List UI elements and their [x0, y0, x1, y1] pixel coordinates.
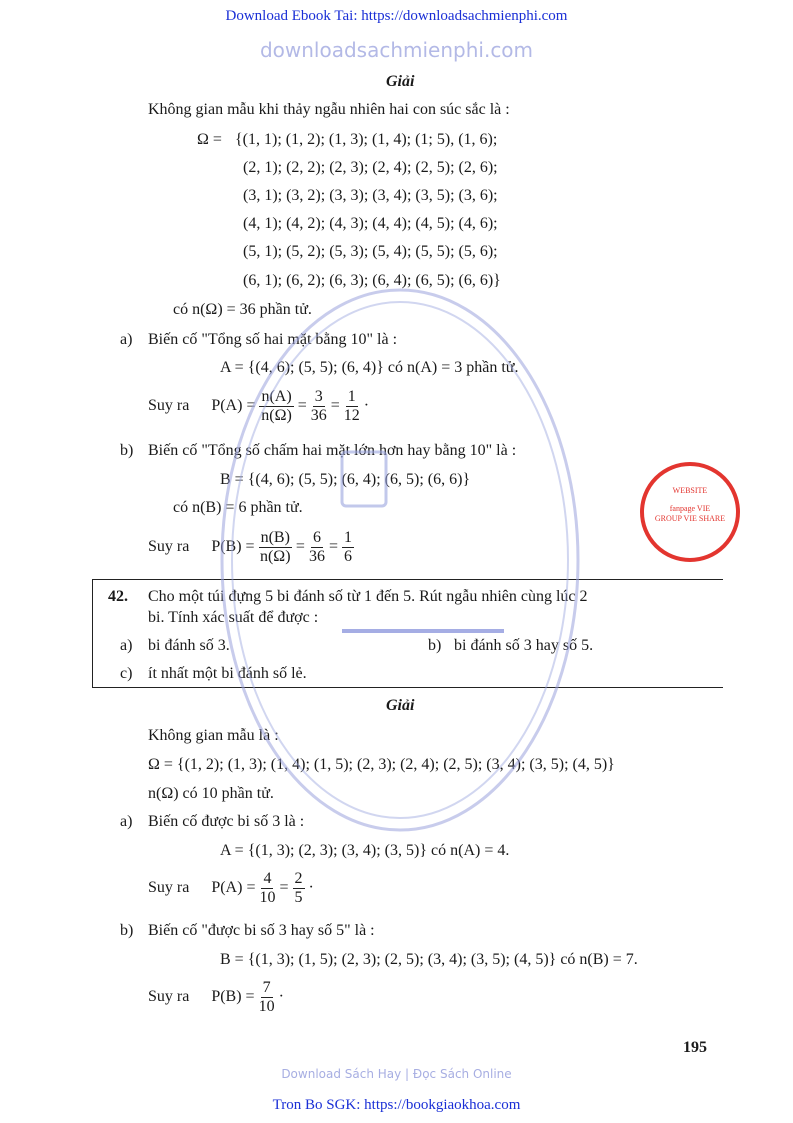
- probability-b: Suy ra P(B) = $\frac{n(B)}{n(\Omega)}$ = $\frac{6}{36}$ = $\frac{1}{6}$: [148, 528, 352, 565]
- sample-space-intro: Không gian mẫu khi thảy ngẫu nhiên hai con súc sắc là :: [148, 101, 510, 118]
- omega-row: {(1, 1); (1, 2); (1, 3); (1, 4); (1; 5), (1, 6);: [235, 131, 498, 148]
- header-download-link[interactable]: Download Ebook Tai: https://downloadsachmienphi.com: [225, 8, 568, 24]
- set-a: A = {(4, 6); (5, 5); (6, 4)} có n(A) = 3 phần tử.: [220, 359, 519, 376]
- fraction: $\frac{3}{36}$: [310, 387, 327, 424]
- set-b: B = {(4, 6); (5, 5); (6, 4); (6, 5); (6, 6)}: [220, 471, 471, 488]
- option-a-label: a): [120, 637, 133, 654]
- fraction: $\frac{n(B)}{n(\Omega)}$: [259, 528, 291, 565]
- suy-ra: Suy ra: [148, 538, 190, 555]
- omega-row: (5, 1); (5, 2); (5, 3); (5, 4); (5, 5); (5, 6);: [243, 243, 498, 260]
- set-a: A = {(1, 3); (2, 3); (3, 4); (3, 5)} có n(A) = 4.: [220, 842, 510, 859]
- suy-ra: Suy ra: [148, 988, 190, 1005]
- suy-ra: Suy ra: [148, 397, 190, 414]
- fraction: $\frac{n(A)}{n(\Omega)}$: [261, 387, 292, 424]
- p-label: P(B) =: [211, 538, 255, 555]
- omega-row: (6, 1); (6, 2); (6, 3); (6, 4); (6, 5); (6, 6)}: [243, 272, 501, 289]
- footer-link[interactable]: Tron Bo SGK: https://bookgiaokhoa.com: [272, 1097, 521, 1113]
- set-b: B = {(1, 3); (1, 5); (2, 3); (2, 5); (3, 4); (3, 5); (4, 5)} có n(B) = 7.: [220, 951, 638, 968]
- omega-set: Ω = {(1, 2); (1, 3); (1, 4); (1, 5); (2, 3); (2, 4); (2, 5); (3, 4); (3, 5); (4, 5)}: [148, 756, 615, 773]
- option-b-label: b): [428, 637, 442, 654]
- p-label: P(A) =: [211, 879, 256, 896]
- watermark-subtext: Download Sách Hay | Đọc Sách Online: [281, 1067, 512, 1081]
- item-a-text: Biến cố "Tổng số hai mặt bằng 10" là :: [148, 331, 398, 348]
- omega-count: có n(Ω) = 36 phần tử.: [173, 301, 312, 318]
- page-number: 195: [683, 1039, 707, 1056]
- option-b-text: bi đánh số 3 hay số 5.: [454, 637, 594, 654]
- solution-heading: Giải: [386, 697, 415, 714]
- probability-b: Suy ra P(B) = $\frac{7}{10}$ ·: [148, 978, 284, 1015]
- omega-row: (4, 1); (4, 2); (4, 3); (4, 4); (4, 5); (4, 6);: [243, 215, 498, 232]
- item-a-label: a): [120, 331, 133, 348]
- problem-number: 42.: [108, 588, 128, 605]
- p-label: P(B) =: [211, 988, 255, 1005]
- item-b-text: Biến cố "Tổng số chấm hai mặt lớn hơn hay bằng 10" là :: [148, 442, 517, 459]
- sample-space-intro: Không gian mẫu là :: [148, 727, 279, 744]
- omega-row: (3, 1); (3, 2); (3, 3); (3, 4); (3, 5); (3, 6);: [243, 187, 498, 204]
- item-a-label: a): [120, 813, 133, 830]
- item-b-text: Biến cố "được bi số 3 hay số 5" là :: [148, 922, 375, 939]
- fraction: $\frac{7}{10}$: [258, 978, 275, 1015]
- omega-row: (2, 1); (2, 2); (2, 3); (2, 4); (2, 5); (2, 6);: [243, 159, 498, 176]
- stamp: [640, 462, 740, 562]
- option-c-text: ít nhất một bi đánh số lẻ.: [148, 665, 307, 682]
- fraction: $\frac{2}{5}$: [294, 869, 303, 906]
- fraction: $\frac{1}{6}$: [343, 528, 352, 565]
- fraction: $\frac{6}{36}$: [308, 528, 325, 565]
- problem-line: Cho một túi đựng 5 bi đánh số từ 1 đến 5. Rút ngẫu nhiên cùng lúc 2: [148, 588, 588, 605]
- problem-line: bi. Tính xác suất để được :: [148, 609, 319, 626]
- solution-heading: Giải: [386, 73, 415, 90]
- stamp-group: GROUP VIE SHARE: [654, 514, 726, 523]
- omega-count: n(Ω) có 10 phần tử.: [148, 785, 274, 802]
- item-a-text: Biến cố được bi số 3 là :: [148, 813, 305, 830]
- suy-ra: Suy ra: [148, 879, 190, 896]
- item-b-label: b): [120, 922, 134, 939]
- set-b-count: có n(B) = 6 phần tử.: [173, 499, 303, 516]
- option-c-label: c): [120, 665, 133, 682]
- omega-label: Ω =: [197, 131, 222, 148]
- p-label: P(A) =: [211, 397, 256, 414]
- item-b-label: b): [120, 442, 134, 459]
- probability-a: Suy ra P(A) = $\frac{4}{10}$ = $\frac{2}{5}$ ·: [148, 869, 314, 906]
- stamp-website: WEBSITE: [672, 486, 708, 495]
- probability-a: Suy ra P(A) = $\frac{n(A)}{n(\Omega)}$ = $\frac{3}{36}$ = $\frac{1}{12}$ ·: [148, 387, 370, 424]
- watermark-text: downloadsachmienphi.com: [259, 38, 534, 62]
- fraction: $\frac{1}{12}$: [343, 387, 360, 424]
- stamp-fanpage: fanpage VIE: [669, 504, 711, 513]
- fraction: $\frac{4}{10}$: [259, 869, 276, 906]
- option-a-text: bi đánh số 3.: [148, 637, 230, 654]
